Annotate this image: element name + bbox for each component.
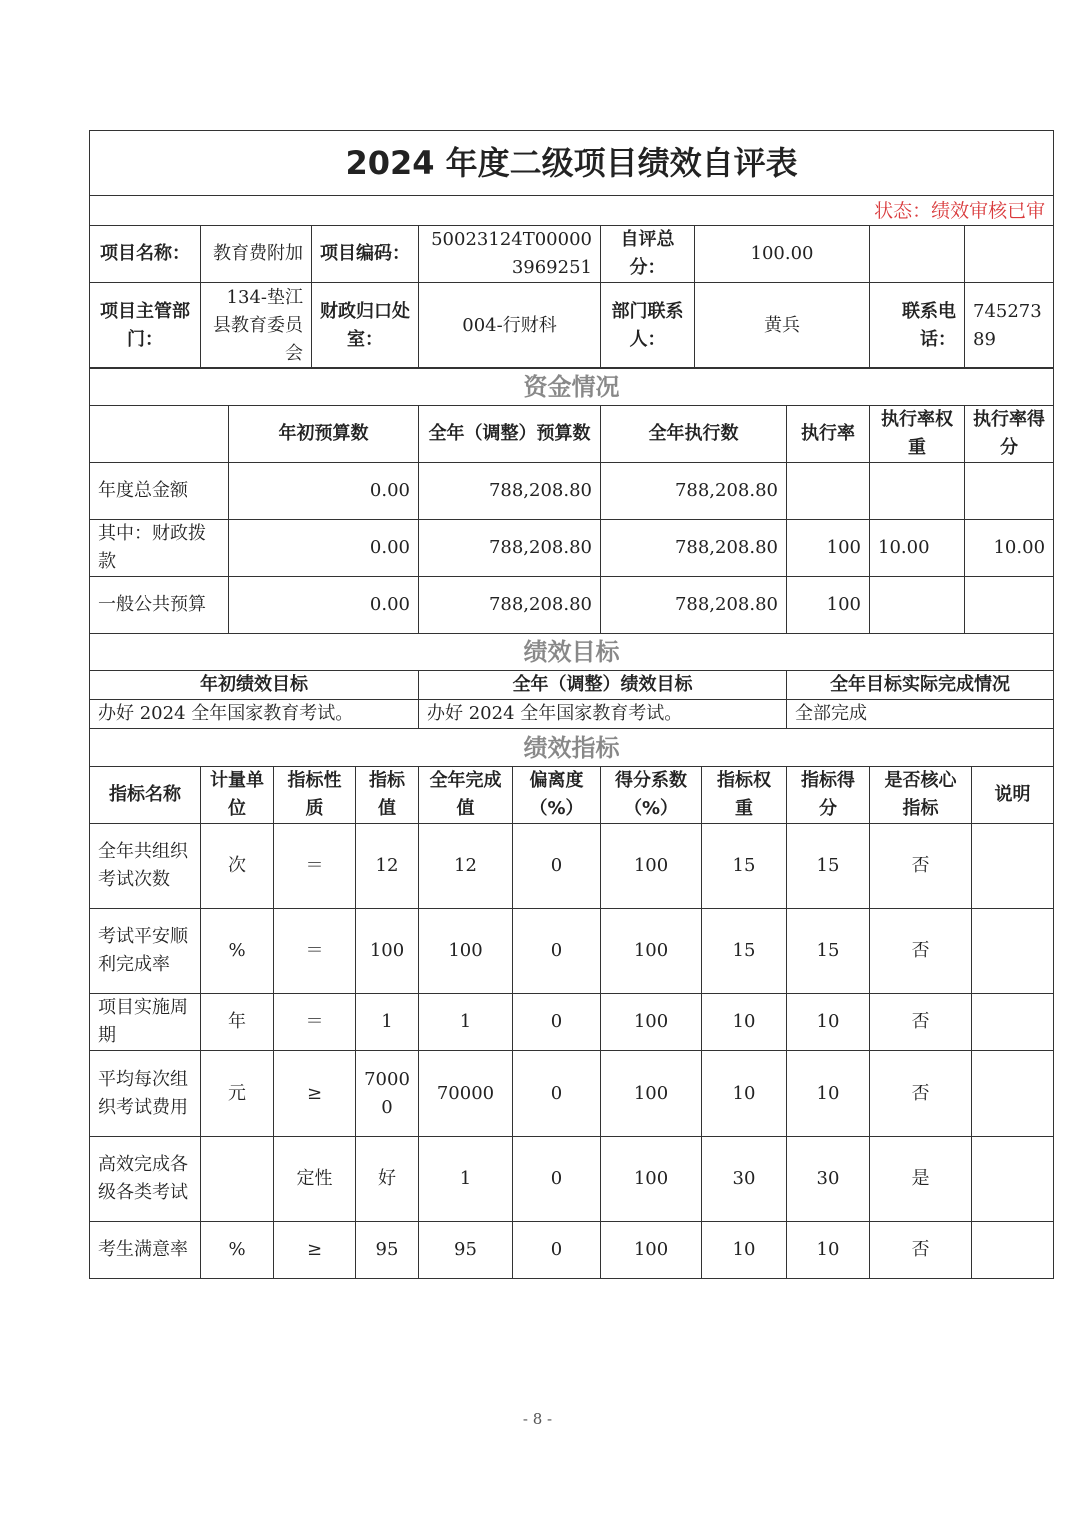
column-header: 是否核心指标 xyxy=(870,767,972,824)
table-cell: 0 xyxy=(513,1051,601,1137)
table-cell: 788,208.80 xyxy=(601,463,787,520)
table-cell: ≥ xyxy=(274,1051,356,1137)
table-cell xyxy=(972,1051,1054,1137)
table-cell: 1 xyxy=(356,994,419,1051)
table-cell: 100 xyxy=(356,909,419,994)
table-cell xyxy=(965,577,1054,634)
table-cell: 10.00 xyxy=(870,520,965,577)
table-cell: 10 xyxy=(787,1222,870,1279)
table-cell: 否 xyxy=(870,994,972,1051)
table-row xyxy=(90,577,1054,634)
table-cell: 10 xyxy=(702,994,787,1051)
table-cell: 年 xyxy=(201,994,274,1051)
table-cell: 考试平安顺利完成率 xyxy=(90,909,201,994)
table-cell: 考生满意率 xyxy=(90,1222,201,1279)
table-cell: 否 xyxy=(870,909,972,994)
table-cell xyxy=(870,226,965,283)
table-cell: 100 xyxy=(787,520,870,577)
table-cell: 10 xyxy=(702,1222,787,1279)
column-header: 得分系数（%） xyxy=(601,767,702,824)
label: 财政归口处室： xyxy=(312,283,419,369)
table-cell: 教育费附加 xyxy=(201,226,312,283)
table-cell: ＝ xyxy=(274,994,356,1051)
table-cell: 95 xyxy=(419,1222,513,1279)
table-row xyxy=(90,406,1054,463)
section-title: 绩效目标 xyxy=(90,634,1054,671)
table-row xyxy=(90,634,1054,671)
table-cell: 788,208.80 xyxy=(419,520,601,577)
table-cell: 30 xyxy=(702,1137,787,1222)
table-cell: 0 xyxy=(513,909,601,994)
table-cell: 100 xyxy=(601,1051,702,1137)
column-header xyxy=(90,406,229,463)
column-header: 执行率权重 xyxy=(870,406,965,463)
table-cell: 0 xyxy=(513,994,601,1051)
table-row xyxy=(90,994,1054,1051)
table-row xyxy=(90,1137,1054,1222)
table-cell: 年度总金额 xyxy=(90,463,229,520)
label: 部门联系人： xyxy=(601,283,695,369)
table-cell: 好 xyxy=(356,1137,419,1222)
table-cell: 70000 xyxy=(419,1051,513,1137)
page-title: 2024 年度二级项目绩效自评表 xyxy=(90,131,1054,196)
table-row xyxy=(90,131,1054,196)
table-cell: 15 xyxy=(702,909,787,994)
table-cell: 办好 2024 全年国家教育考试。 xyxy=(419,700,787,729)
column-header: 全年执行数 xyxy=(601,406,787,463)
table-cell: 高效完成各级各类考试 xyxy=(90,1137,201,1222)
table-cell: 0 xyxy=(513,1222,601,1279)
table-cell: 15 xyxy=(787,824,870,909)
table-cell: 100.00 xyxy=(695,226,870,283)
table-row xyxy=(90,824,1054,909)
table-row xyxy=(90,700,1054,729)
table-row xyxy=(90,1051,1054,1137)
column-header: 全年完成值 xyxy=(419,767,513,824)
header-table xyxy=(89,130,1054,369)
table-cell: 元 xyxy=(201,1051,274,1137)
table-cell: 10 xyxy=(787,994,870,1051)
column-header: 指标性质 xyxy=(274,767,356,824)
table-cell: 12 xyxy=(419,824,513,909)
table-cell xyxy=(870,577,965,634)
table-cell xyxy=(201,1137,274,1222)
table-cell: 30 xyxy=(787,1137,870,1222)
table-cell: 1 xyxy=(419,1137,513,1222)
column-header: 偏离度（%） xyxy=(513,767,601,824)
table-cell: 1 xyxy=(419,994,513,1051)
table-cell xyxy=(787,463,870,520)
table-cell: 100 xyxy=(601,994,702,1051)
table-cell: 788,208.80 xyxy=(601,577,787,634)
column-header: 年初绩效目标 xyxy=(90,671,419,700)
table-row xyxy=(90,283,1054,369)
table-cell: 黄兵 xyxy=(695,283,870,369)
table-row xyxy=(90,368,1054,406)
table-cell: 100 xyxy=(601,824,702,909)
table-cell: % xyxy=(201,1222,274,1279)
table-cell: 项目实施周期 xyxy=(90,994,201,1051)
table-cell: 其中：财政拨款 xyxy=(90,520,229,577)
column-header: 全年（调整）预算数 xyxy=(419,406,601,463)
table-row xyxy=(90,671,1054,700)
section-title: 资金情况 xyxy=(90,368,1054,406)
table-cell: 70000 xyxy=(356,1051,419,1137)
table-row xyxy=(90,196,1054,226)
table-cell: 100 xyxy=(601,1137,702,1222)
table-cell xyxy=(972,1137,1054,1222)
column-header: 执行率 xyxy=(787,406,870,463)
table-row xyxy=(90,767,1054,824)
table-cell: 788,208.80 xyxy=(601,520,787,577)
table-cell xyxy=(965,226,1054,283)
table-cell: 10 xyxy=(702,1051,787,1137)
table-cell: 004-行财科 xyxy=(419,283,601,369)
column-header: 计量单位 xyxy=(201,767,274,824)
label: 项目名称： xyxy=(90,226,201,283)
table-cell: 次 xyxy=(201,824,274,909)
table-cell: 134-垫江县教育委员会 xyxy=(201,283,312,369)
goals-table xyxy=(89,633,1054,729)
table-cell: 定性 xyxy=(274,1137,356,1222)
table-cell: 平均每次组织考试费用 xyxy=(90,1051,201,1137)
table-cell: 全部完成 xyxy=(787,700,1054,729)
column-header: 全年目标实际完成情况 xyxy=(787,671,1054,700)
column-header: 指标值 xyxy=(356,767,419,824)
table-cell xyxy=(972,909,1054,994)
table-row xyxy=(90,1222,1054,1279)
column-header: 指标权重 xyxy=(702,767,787,824)
table-cell: 100 xyxy=(601,1222,702,1279)
table-cell: 办好 2024 全年国家教育考试。 xyxy=(90,700,419,729)
table-cell: 否 xyxy=(870,1222,972,1279)
column-header: 年初预算数 xyxy=(229,406,419,463)
column-header: 全年（调整）绩效目标 xyxy=(419,671,787,700)
table-cell: 全年共组织考试次数 xyxy=(90,824,201,909)
table-cell: 100 xyxy=(601,909,702,994)
table-cell xyxy=(972,1222,1054,1279)
table-cell: 788,208.80 xyxy=(419,463,601,520)
label: 项目编码： xyxy=(312,226,419,283)
table-cell: ＝ xyxy=(274,909,356,994)
table-cell: 15 xyxy=(702,824,787,909)
table-row xyxy=(90,520,1054,577)
table-cell: % xyxy=(201,909,274,994)
table-cell: 否 xyxy=(870,824,972,909)
table-cell: 否 xyxy=(870,1051,972,1137)
page-number: - 8 - xyxy=(522,1410,553,1428)
table-cell: 50023124T000003969251 xyxy=(419,226,601,283)
table-cell: 一般公共预算 xyxy=(90,577,229,634)
column-header: 执行率得分 xyxy=(965,406,1054,463)
label: 项目主管部门： xyxy=(90,283,201,369)
column-header: 指标名称 xyxy=(90,767,201,824)
table-cell: 100 xyxy=(419,909,513,994)
table-cell: 是 xyxy=(870,1137,972,1222)
table-cell: 95 xyxy=(356,1222,419,1279)
funds-table xyxy=(89,367,1054,634)
table-row xyxy=(90,729,1054,767)
status-badge: 状态：绩效审核已审 xyxy=(90,196,1054,226)
table-row xyxy=(90,909,1054,994)
table-row xyxy=(90,226,1054,283)
indicators-table xyxy=(89,728,1054,1279)
table-cell: 12 xyxy=(356,824,419,909)
table-cell: 788,208.80 xyxy=(419,577,601,634)
table-cell xyxy=(965,463,1054,520)
table-cell: 0 xyxy=(513,824,601,909)
table-cell: ≥ xyxy=(274,1222,356,1279)
table-cell: 15 xyxy=(787,909,870,994)
section-title: 绩效指标 xyxy=(90,729,1054,767)
table-cell: ＝ xyxy=(274,824,356,909)
table-cell: 74527389 xyxy=(965,283,1054,369)
table-cell: 100 xyxy=(787,577,870,634)
table-cell xyxy=(972,824,1054,909)
table-cell: 0.00 xyxy=(229,577,419,634)
label: 联系电话： xyxy=(870,283,965,369)
table-cell xyxy=(870,463,965,520)
table-cell xyxy=(972,994,1054,1051)
table-cell: 0.00 xyxy=(229,520,419,577)
table-cell: 0.00 xyxy=(229,463,419,520)
table-cell: 10.00 xyxy=(965,520,1054,577)
table-row xyxy=(90,463,1054,520)
column-header: 说明 xyxy=(972,767,1054,824)
label: 自评总分： xyxy=(601,226,695,283)
column-header: 指标得分 xyxy=(787,767,870,824)
table-cell: 10 xyxy=(787,1051,870,1137)
table-cell: 0 xyxy=(513,1137,601,1222)
